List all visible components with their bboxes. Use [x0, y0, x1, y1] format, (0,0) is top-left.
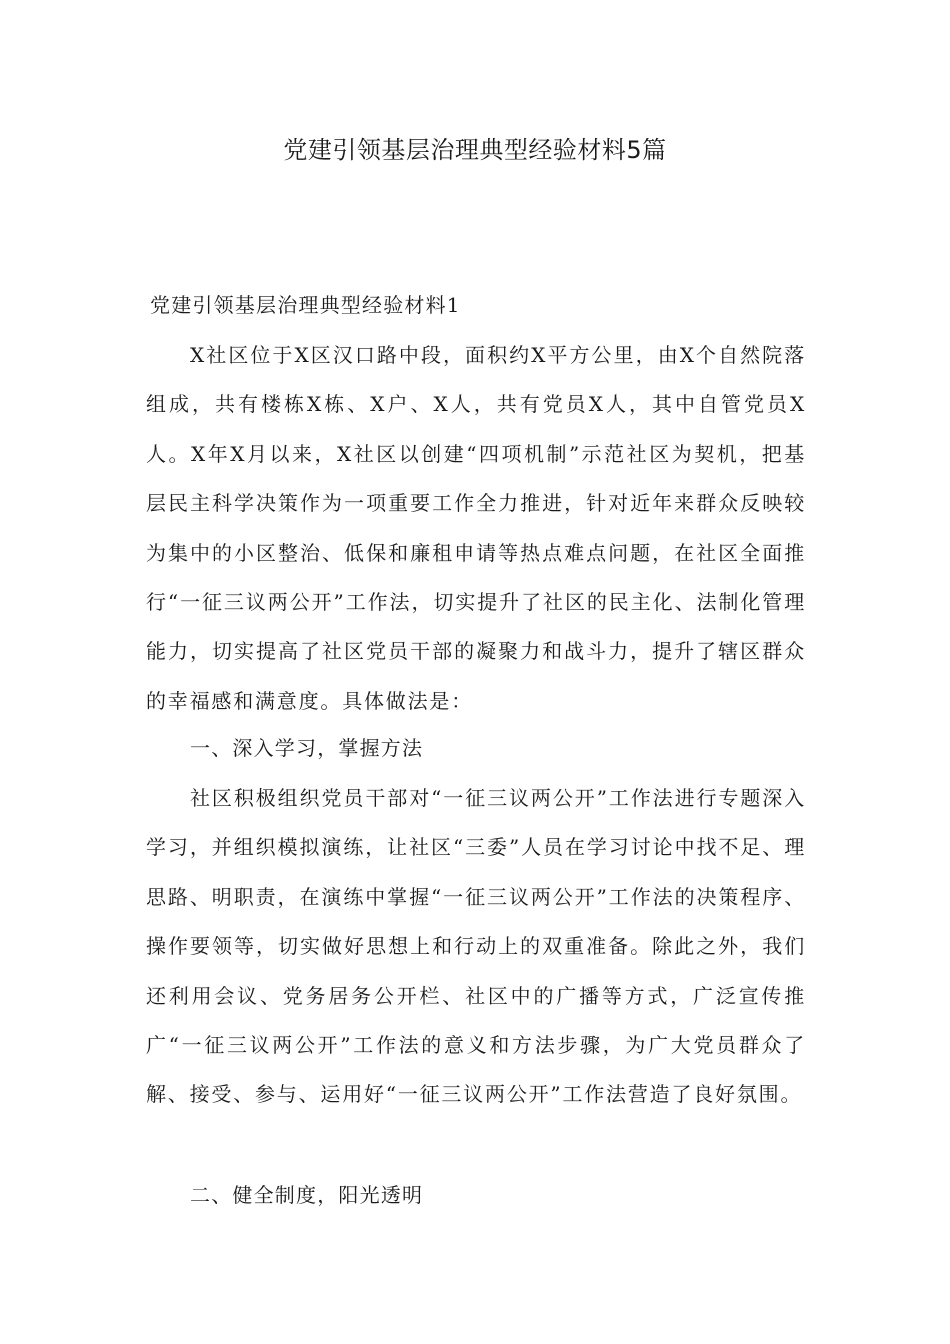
body-paragraph-2: 社区积极组织党员干部对“一征三议两公开”工作法进行专题深入学习，并组织模拟演练，让社区“三委”人员在学习讨论中找不足、理思路、明职责，在演练中掌握“一征三议两公开”工作法的决策程序、操作要领等，切实做好思想上和行动上的双重准备。除此之外，我们还利用会议、党务居务公开栏、社区中的广播等方式，广泛宣传推广“一征三议两公开”工作法的意义和方法步骤，为广大党员群众了解、接受、参与、运用好“一征三议两公开”工作法营造了良好氛围。 [146, 786, 806, 1107]
section-subtitle: 党建引领基层治理典型经验材料1 [150, 293, 461, 317]
body-paragraph-1: X社区位于X区汉口路中段，面积约X平方公里，由X个自然院落组成，共有楼栋X栋、X户、X人，共有党员X人，其中自管党员X人。X年X月以来，X社区以创建“四项机制”示范社区为契机，把基层民主科学决策作为一项重要工作全力推进，针对近年来群众反映较为集中的小区整治、低保和廉租申请等热点难点问题，在社区全面推行“一征三议两公开”工作法，切实提升了社区的民主化、法制化管理能力，切实提高了社区党员干部的凝聚力和战斗力，提升了辖区群众的幸福感和满意度。具体做法是： [146, 343, 806, 713]
section-heading-1: 一、深入学习，掌握方法 [190, 736, 424, 760]
document-title: 党建引领基层治理典型经验材料5篇 [283, 136, 667, 164]
section-heading-2: 二、健全制度，阳光透明 [190, 1183, 424, 1207]
